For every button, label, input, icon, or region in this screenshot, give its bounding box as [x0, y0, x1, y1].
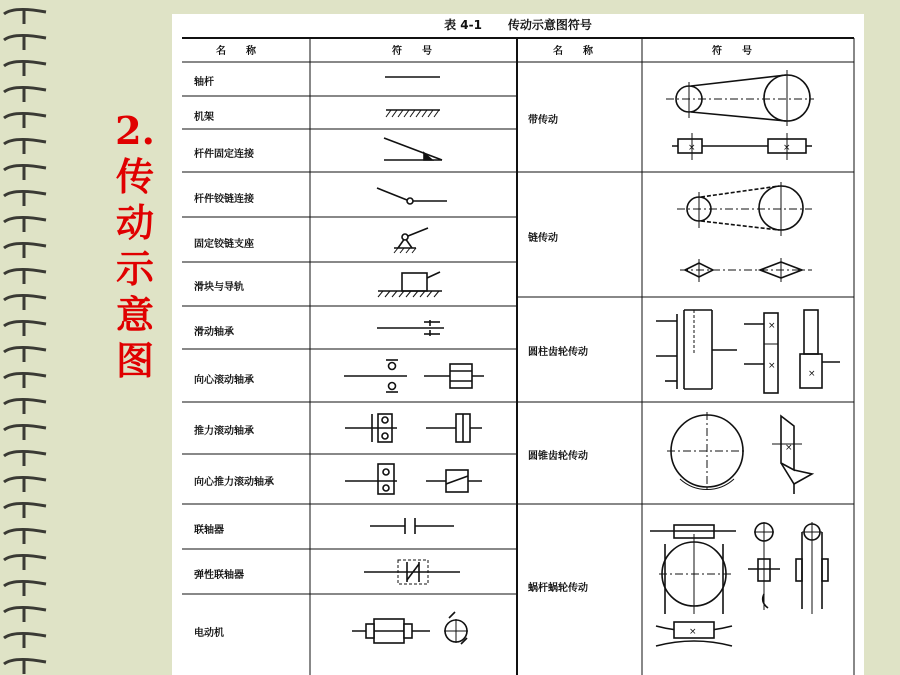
row-label-hinged-link: 杆件铰链连接 — [194, 194, 254, 205]
row-label-coupling: 联轴器 — [194, 525, 224, 536]
row-label-worm-gear-drive: 蜗杆蜗轮传动 — [528, 583, 588, 594]
row-label-bevel-gear-drive: 圆锥齿轮传动 — [528, 451, 588, 462]
svg-text:×: × — [689, 627, 697, 637]
slide-side-title — [110, 108, 160, 384]
header-name-right: 名称 — [553, 46, 613, 57]
row-label-belt-drive: 带传动 — [528, 115, 558, 126]
header-symbol-right: 符号 — [712, 46, 772, 57]
row-label-fixed-hinge-support: 固定铰链支座 — [194, 239, 254, 250]
row-label-slider-guide: 滑块与导轨 — [194, 282, 244, 293]
row-label-radial-rolling-bearing: 向心滚动轴承 — [194, 375, 254, 386]
side-title-char: 传 — [115, 154, 154, 199]
side-title-char: 图 — [115, 338, 154, 383]
row-label-spur-gear-drive: 圆柱齿轮传动 — [528, 347, 588, 358]
table-caption: 传动示意图符号 — [507, 18, 592, 32]
svg-text:×: × — [768, 321, 776, 331]
table-grid-and-symbols — [172, 14, 864, 675]
row-label-motor: 电动机 — [194, 628, 224, 639]
svg-text:×: × — [808, 369, 816, 379]
svg-text:×: × — [768, 361, 776, 371]
svg-text:×: × — [783, 143, 791, 153]
row-label-shaft: 轴杆 — [194, 77, 214, 88]
side-title-char: 2. — [115, 108, 155, 153]
row-label-chain-drive: 链传动 — [528, 233, 558, 244]
row-label-sliding-bearing: 滑动轴承 — [194, 327, 234, 338]
side-title-char: 示 — [115, 246, 154, 291]
binder-rings-decoration — [0, 0, 52, 675]
row-label-fixed-link: 杆件固定连接 — [194, 149, 254, 160]
side-title-char: 意 — [115, 292, 154, 337]
row-label-angular-contact-bearing: 向心推力滚动轴承 — [194, 477, 274, 488]
row-label-frame: 机架 — [194, 112, 214, 123]
side-title-char: 动 — [115, 200, 154, 245]
svg-text:×: × — [785, 443, 793, 453]
header-symbol-left: 符号 — [392, 46, 452, 57]
symbol-table-sheet — [172, 14, 864, 675]
row-label-elastic-coupling: 弹性联轴器 — [194, 570, 244, 581]
header-name-left: 名称 — [216, 46, 276, 57]
row-label-thrust-rolling-bearing: 推力滚动轴承 — [194, 426, 254, 437]
svg-text:×: × — [688, 143, 696, 153]
table-number: 表 4-1 — [444, 18, 482, 32]
